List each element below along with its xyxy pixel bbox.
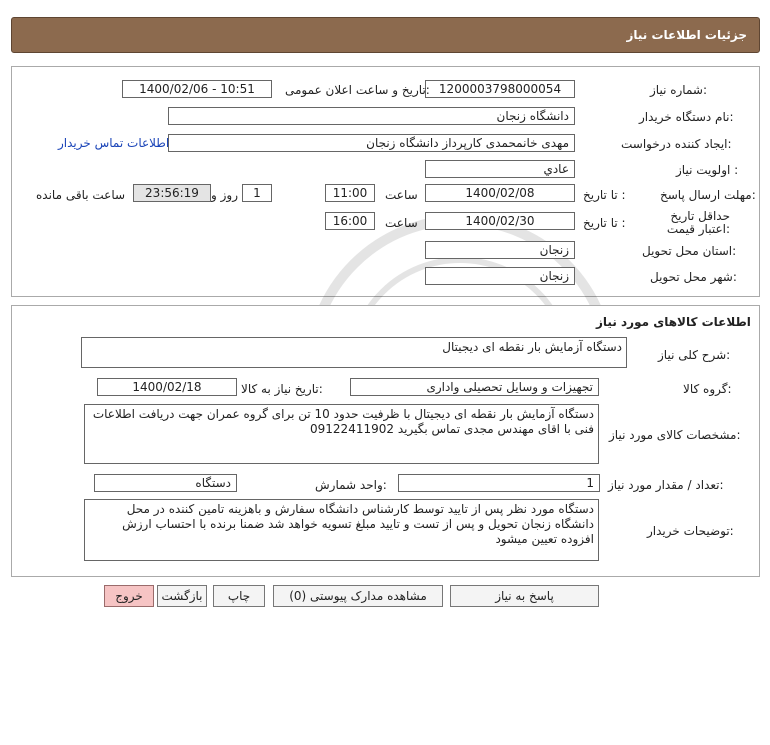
back-button[interactable]: بازگشت [157,585,207,607]
validity-time-field: 16:00 [325,212,375,230]
need-date-field: 1400/02/18 [97,378,237,396]
announce-field: 1400/02/06 - 10:51 [122,80,272,98]
buyer-field: دانشگاه زنجان [168,107,575,125]
notes-label: توضیحات خریدار: [647,524,734,538]
group-field: تجهیزات و وسایل تحصیلی واداری [350,378,599,396]
validity-time-label: ساعت [385,216,418,230]
need-date-label: تاریخ نیاز به کالا: [241,382,323,396]
print-button[interactable]: چاپ [213,585,265,607]
requester-label: ایجاد کننده درخواست: [621,137,732,151]
page-header [11,17,760,53]
attachments-button[interactable]: مشاهده مدارک پیوستی (0) [273,585,443,607]
buyer-contact-link[interactable]: اطلاعات تماس خریدار [58,136,170,150]
remaining-label: ساعت باقی مانده [36,188,126,202]
need-number-label: شماره نیاز: [650,83,708,97]
validity-to-date-label: تا تاریخ : [583,216,626,230]
exit-button[interactable]: خروج [104,585,154,607]
province-field: زنجان [425,241,575,259]
announce-label: تاریخ و ساعت اعلان عمومی: [285,83,430,97]
goods-section-title: اطلاعات کالاهای مورد نیاز [596,315,751,329]
qty-field: 1 [398,474,600,492]
need-number-field: 1200003798000054 [425,80,575,98]
days-field: 1 [242,184,272,202]
deadline-date-field: 1400/02/08 [425,184,575,202]
priority-field: عادي [425,160,575,178]
validity-date-field: 1400/02/30 [425,212,575,230]
summary-label: شرح کلی نیاز: [658,348,731,362]
specs-field: دستگاه آزمایش بار نقطه ای دیجیتال با ظرفیت حدود 10 تن برای گروه عمران جهت دریافت اطلاعات فنی با اقای مهندس مجدی تماس بگیرید 09122411902 [84,404,599,464]
validity-label: حداقل تاریخ اعتبار قیمت: [666,209,730,236]
deadline-time-label: ساعت [385,188,418,202]
city-label: شهر محل تحویل: [650,270,737,284]
deadline-label: مهلت ارسال پاسخ: [660,188,756,202]
qty-label: تعداد / مقدار مورد نیاز: [608,478,724,492]
buyer-label: نام دستگاه خریدار: [639,110,734,124]
page-title: جزئیات اطلاعات نیاز [626,28,747,42]
need-details-panel [11,66,760,297]
reply-button[interactable]: پاسخ به نیاز [450,585,599,607]
requester-field: مهدی خانمحمدی کارپرداز دانشگاه زنجان [168,134,575,152]
priority-label: اولویت نیاز : [676,163,739,177]
city-field: زنجان [425,267,575,285]
remaining-time-field: 23:56:19 [133,184,211,202]
unit-field: دستگاه [94,474,237,492]
group-label: گروه کالا: [683,382,732,396]
deadline-time-field: 11:00 [325,184,375,202]
province-label: استان محل تحویل: [642,244,737,258]
deadline-to-date-label: تا تاریخ : [583,188,626,202]
notes-field: دستگاه مورد نظر پس از تایید توسط کارشناس دانشگاه سفارش و باهزینه تامین کننده در محل دانشگاه زنجان تحویل و پس از تست و تایید مبلغ تسویه خواهد شد ضمنا برنده با احتساب ارزش افزوده تعیین میشود [84,499,599,561]
days-label: روز و [211,188,238,202]
specs-label: مشخصات کالای مورد نیاز: [609,428,741,442]
unit-label: واحد شمارش: [315,478,387,492]
summary-field: دستگاه آزمایش بار نقطه ای دیجیتال [81,337,627,368]
